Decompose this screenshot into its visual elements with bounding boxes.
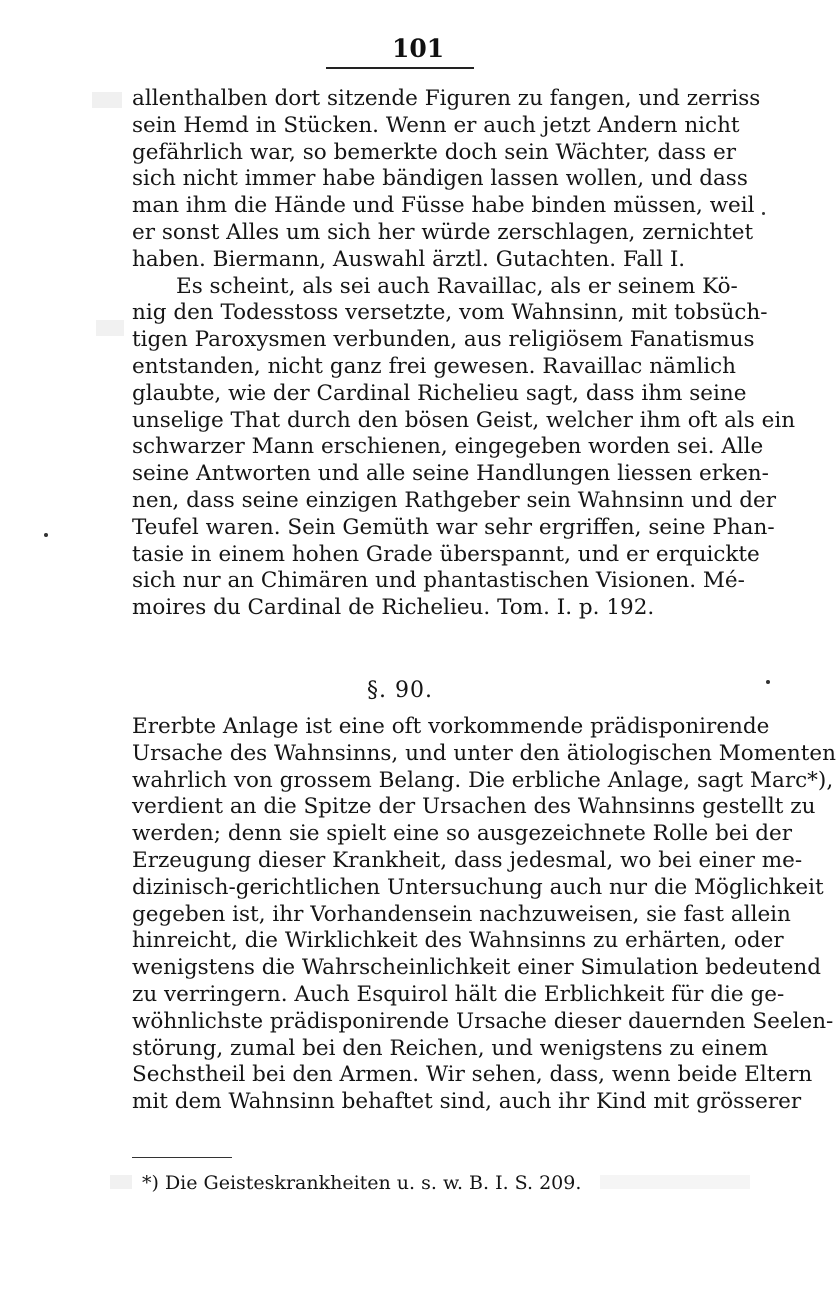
text-line: allenthalben dort sitzende Figuren zu fangen, und zerriss — [132, 86, 761, 111]
text-line: haben. Biermann, Auswahl ärztl. Gutachten. Fall I. — [132, 246, 686, 272]
text-line: Ursache des Wahnsinns, und unter den ätiologischen Momenten — [132, 740, 836, 766]
text-line: hinreicht, die Wirklichkeit des Wahnsinns zu erhärten, oder — [132, 928, 784, 954]
text-line: sich nicht immer habe bändigen lassen wollen, und dass — [132, 166, 748, 192]
speck — [762, 212, 765, 215]
text-line: sich nur an Chimären und phantastischen Visionen. Mé- — [132, 568, 745, 594]
text-line: schwarzer Mann erschienen, eingegeben worden sei. Alle — [132, 434, 764, 460]
section-heading: §. 90. — [367, 678, 433, 703]
text-line: gegeben ist, ihr Vorhandensein nachzuweisen, sie fast allein — [132, 901, 791, 927]
text-line: seine Antworten und alle seine Handlungen liessen erken- — [132, 461, 769, 487]
text-line: tigen Paroxysmen verbunden, aus religiösem Fanatismus — [132, 327, 755, 353]
text-line: entstanden, nicht ganz frei gewesen. Ravaillac nämlich — [132, 353, 736, 379]
text-block-1 — [132, 86, 796, 622]
footnote: *) Die Geisteskrankheiten u. s. w. B. I. S. 209. — [142, 1172, 582, 1194]
text-line: Sechstheil bei den Armen. Wir sehen, dass, wenn beide Eltern — [132, 1062, 813, 1088]
text-line: man ihm die Hände und Füsse habe binden müssen, weil — [132, 193, 755, 219]
footnote-rule — [132, 1157, 232, 1158]
text-line: Erzeugung dieser Krankheit, dass jedesmal, wo bei einer me- — [132, 847, 803, 873]
text-line: störung, zumal bei den Reichen, und wenigstens zu einem — [132, 1035, 768, 1061]
bleed-through-mark — [600, 1175, 750, 1189]
text-line: verdient an die Spitze der Ursachen des Wahnsinns gestellt zu — [132, 794, 816, 820]
text-line: Teufel waren. Sein Gemüth war sehr ergriffen, seine Phan- — [132, 514, 775, 540]
text-line: unselige That durch den bösen Geist, welcher ihm oft als ein — [132, 407, 796, 433]
text-line: moires du Cardinal de Richelieu. Tom. I. p. 192. — [132, 595, 655, 621]
text-line: wenigstens die Wahrscheinlichkeit einer Simulation bedeutend — [132, 955, 821, 981]
text-line: nig den Todesstoss versetzte, vom Wahnsinn, mit tobsüch- — [132, 300, 768, 326]
text-line: mit dem Wahnsinn behaftet sind, auch ihr Kind mit grösserer — [132, 1089, 802, 1115]
text-line: wöhnlichste prädisponirende Ursache dieser dauernden Seelen- — [132, 1008, 834, 1034]
text-line: wahrlich von grossem Belang. Die erbliche Anlage, sagt Marc*), — [132, 767, 834, 793]
text-line: Ererbte Anlage ist eine oft vorkommende prädisponirende — [132, 714, 770, 739]
text-block-2 — [132, 714, 836, 1116]
bleed-through-mark — [96, 320, 124, 336]
speck — [44, 533, 48, 537]
bleed-through-mark — [92, 92, 122, 108]
text-line: Es scheint, als sei auch Ravaillac, als er seinem Kö- — [176, 273, 738, 299]
text-line: gefährlich war, so bemerkte doch sein Wächter, dass er — [132, 139, 736, 165]
text-line: zu verringern. Auch Esquirol hält die Erblichkeit für die ge- — [132, 981, 785, 1007]
bleed-through-mark — [110, 1175, 132, 1189]
page-number-rule — [326, 67, 474, 69]
text-line: er sonst Alles um sich her würde zerschlagen, zernichtet — [132, 219, 754, 245]
page-number: 101 — [392, 34, 445, 63]
text-line: dizinisch-gerichtlichen Untersuchung auch nur die Möglichkeit — [132, 874, 824, 900]
text-line: nen, dass seine einzigen Rathgeber sein Wahnsinn und der — [132, 487, 777, 513]
text-line: werden; denn sie spielt eine so ausgezeichnete Rolle bei der — [132, 821, 793, 847]
text-line: sein Hemd in Stücken. Wenn er auch jetzt Andern nicht — [132, 112, 740, 138]
text-line: glaubte, wie der Cardinal Richelieu sagt, dass ihm seine — [132, 380, 747, 406]
text-line: tasie in einem hohen Grade überspannt, und er erquickte — [132, 541, 760, 567]
